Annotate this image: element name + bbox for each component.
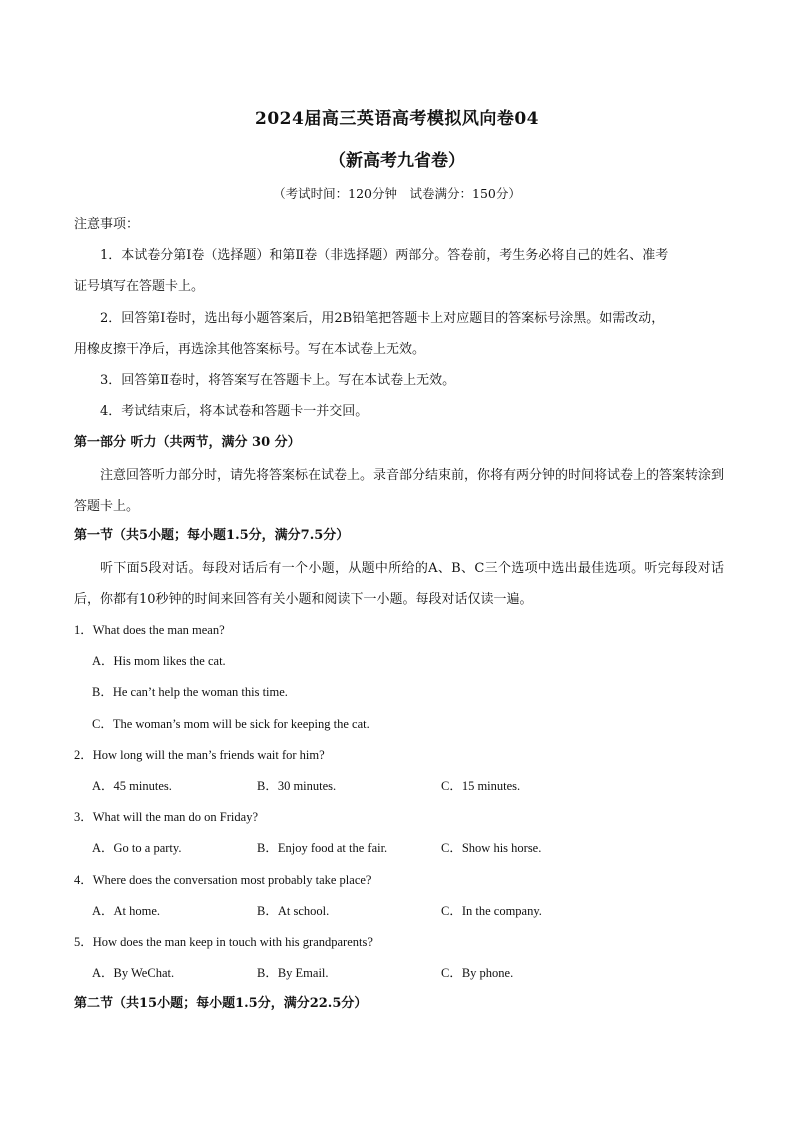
note-item: 4．考试结束后，将本试卷和答题卡一并交回。 xyxy=(100,404,369,419)
section2-heading: 第二节（共15小题；每小题1.5分，满分22.5分） xyxy=(74,996,368,1011)
option-c: C．By phone. xyxy=(441,966,514,980)
option-b: B．By Email. xyxy=(257,966,329,980)
question-stem: 2．How long will the man’s friends wait for him? xyxy=(74,748,325,762)
part1-heading: 第一部分 听力（共两节，满分 30 分） xyxy=(74,435,301,450)
option-b: B．30 minutes. xyxy=(257,779,337,793)
question-stem: 5．How does the man keep in touch with his grandparents? xyxy=(74,935,373,949)
note-item: 1．本试卷分第Ⅰ卷（选择题）和第Ⅱ卷（非选择题）两部分。答卷前，考生务必将自己的姓名、准考 xyxy=(100,248,669,263)
note-item: 2．回答第Ⅰ卷时，选出每小题答案后，用2B铅笔把答题卡上对应题目的答案标号涂黑。如需改动， xyxy=(100,311,665,326)
part1-instruction: 注意回答听力部分时，请先将答案标在试卷上。录音部分结束前，你将有两分钟的时间将试卷上的答案转涂到答题卡上。 xyxy=(74,468,725,514)
page-subtitle: （新高考九省卷） xyxy=(329,151,465,171)
option-a: A．45 minutes. xyxy=(92,779,172,793)
note-item: 3．回答第Ⅱ卷时，将答案写在答题卡上。写在本试卷上无效。 xyxy=(100,373,456,388)
option-a: A．At home. xyxy=(92,904,161,918)
notes-heading: 注意事项： xyxy=(74,217,140,232)
question-stem: 1．What does the man mean? xyxy=(74,623,225,637)
option-c: C．The woman’s mom will be sick for keeping the cat. xyxy=(92,717,370,731)
page-title: 2024届高三英语高考模拟风向卷04 xyxy=(255,109,539,129)
section1-heading: 第一节（共5小题；每小题1.5分，满分7.5分） xyxy=(74,528,350,543)
note-item: 用橡皮擦干净后，再选涂其他答案标号。写在本试卷上无效。 xyxy=(74,342,426,357)
option-a: A．By WeChat. xyxy=(92,966,175,980)
option-b: B．Enjoy food at the fair. xyxy=(257,841,388,855)
option-b: B．He can’t help the woman this time. xyxy=(92,685,288,699)
question-stem: 4．Where does the conversation most probably take place? xyxy=(74,873,372,887)
option-a: A．His mom likes the cat. xyxy=(92,654,226,668)
question-stem: 3．What will the man do on Friday? xyxy=(74,810,258,824)
option-b: B．At school. xyxy=(257,904,330,918)
option-c: C．In the company. xyxy=(441,904,542,918)
section1-instruction: 听下面5段对话。每段对话后有一个小题，从题中所给的A、B、C三个选项中选出最佳选项。听完每段对话后，你都有10秒钟的时间来回答有关小题和阅读下一小题。每段对话仅读一遍。 xyxy=(74,561,724,607)
option-a: A．Go to a party. xyxy=(92,841,182,855)
option-c: C．Show his horse. xyxy=(441,841,542,855)
exam-info: （考试时间：120分钟 试卷满分：150分） xyxy=(273,186,521,201)
note-item: 证号填写在答题卡上。 xyxy=(74,279,205,294)
option-c: C．15 minutes. xyxy=(441,779,521,793)
